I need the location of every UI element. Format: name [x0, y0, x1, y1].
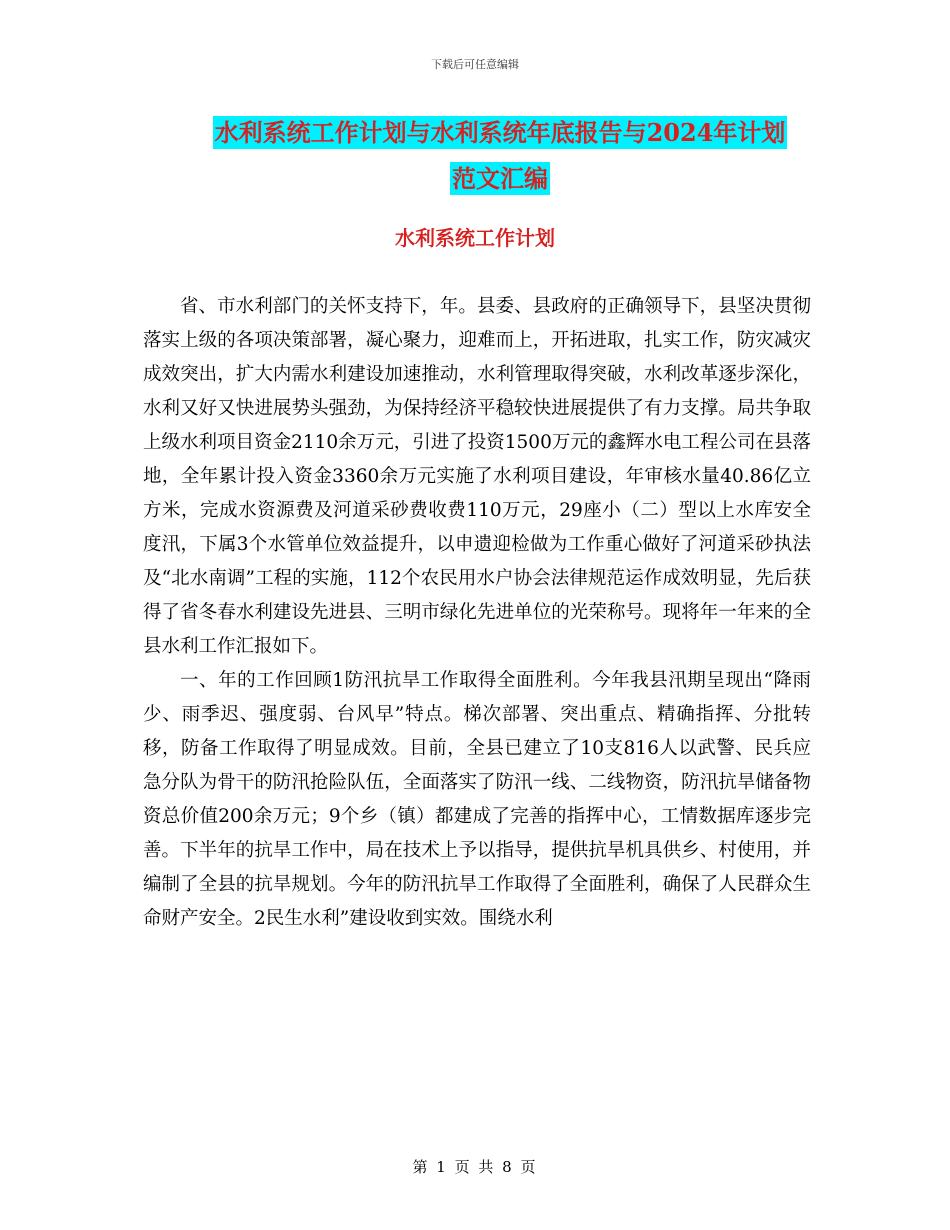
paragraph: 一、年的工作回顾1防汛抗旱工作取得全面胜利。今年我县汛期呈现出“降雨少、雨季迟、强度弱、台风早”特点。梯次部署、突出重点、精确指挥、分批转移，防备工作取得了明显成效。目前，全县已建立了10支816人以武警、民兵应急分队为骨干的防汛抢险队伍，全面落实了防汛一线、二线物资，防汛抗旱储备物资总价值200余万元；9个乡（镇）都建成了完善的指挥中心，工情数据库逐步完善。下半年的抗旱工作中，局在技术上予以指导，提供抗旱机具供乡、村使用，并编制了全县的抗旱规划。今年的防汛抗旱工作取得了全面胜利，确保了人民群众生命财产安全。2民生水利”建设收到实效。围绕水利: [143, 670, 811, 929]
document-title-line-1: 水利系统工作计划与水利系统年底报告与2024年计划: [214, 118, 786, 147]
section-title: 水利系统工作计划: [395, 226, 555, 250]
document-title: [140, 110, 860, 202]
paragraph: 省、市水利部门的关怀支持下，年。县委、县政府的正确领导下，县坚决贯彻落实上级的各项决策部署，凝心聚力，迎难而上，开拓进取，扎实工作，防灾减灾成效突出，扩大内需水利建设加速推动，水利管理取得突破，水利改革逐步深化，水利又好又快进展势头强劲，为保持经济平稳较快进展提供了有力支撑。局共争取上级水利项目资金2110余万元，引进了投资1500万元的鑫辉水电工程公司在县落地，全年累计投入资金3360余万元实施了水利项目建设，年审核水量40.86亿立方米，完成水资源费及河道采砂费收费110万元，29座小（二）型以上水库安全度汛，下属3个水管单位效益提升，以申遗迎检做为工作重心做好了河道采砂执法及“北水南调”工程的实施，112个农民用水户协会法律规范运作成效明显，先后获得了省冬春水利建设先进县、三明市绿化先进单位的光荣称号。现将年一年来的全县水利工作汇报如下。: [143, 296, 811, 657]
header-note: 下载后可任意编辑: [431, 58, 519, 71]
page-footer: 第 1 页 共 8 页: [412, 1158, 538, 1176]
body-text: [143, 290, 811, 936]
document-title-line-2: 范文汇编: [452, 164, 548, 193]
